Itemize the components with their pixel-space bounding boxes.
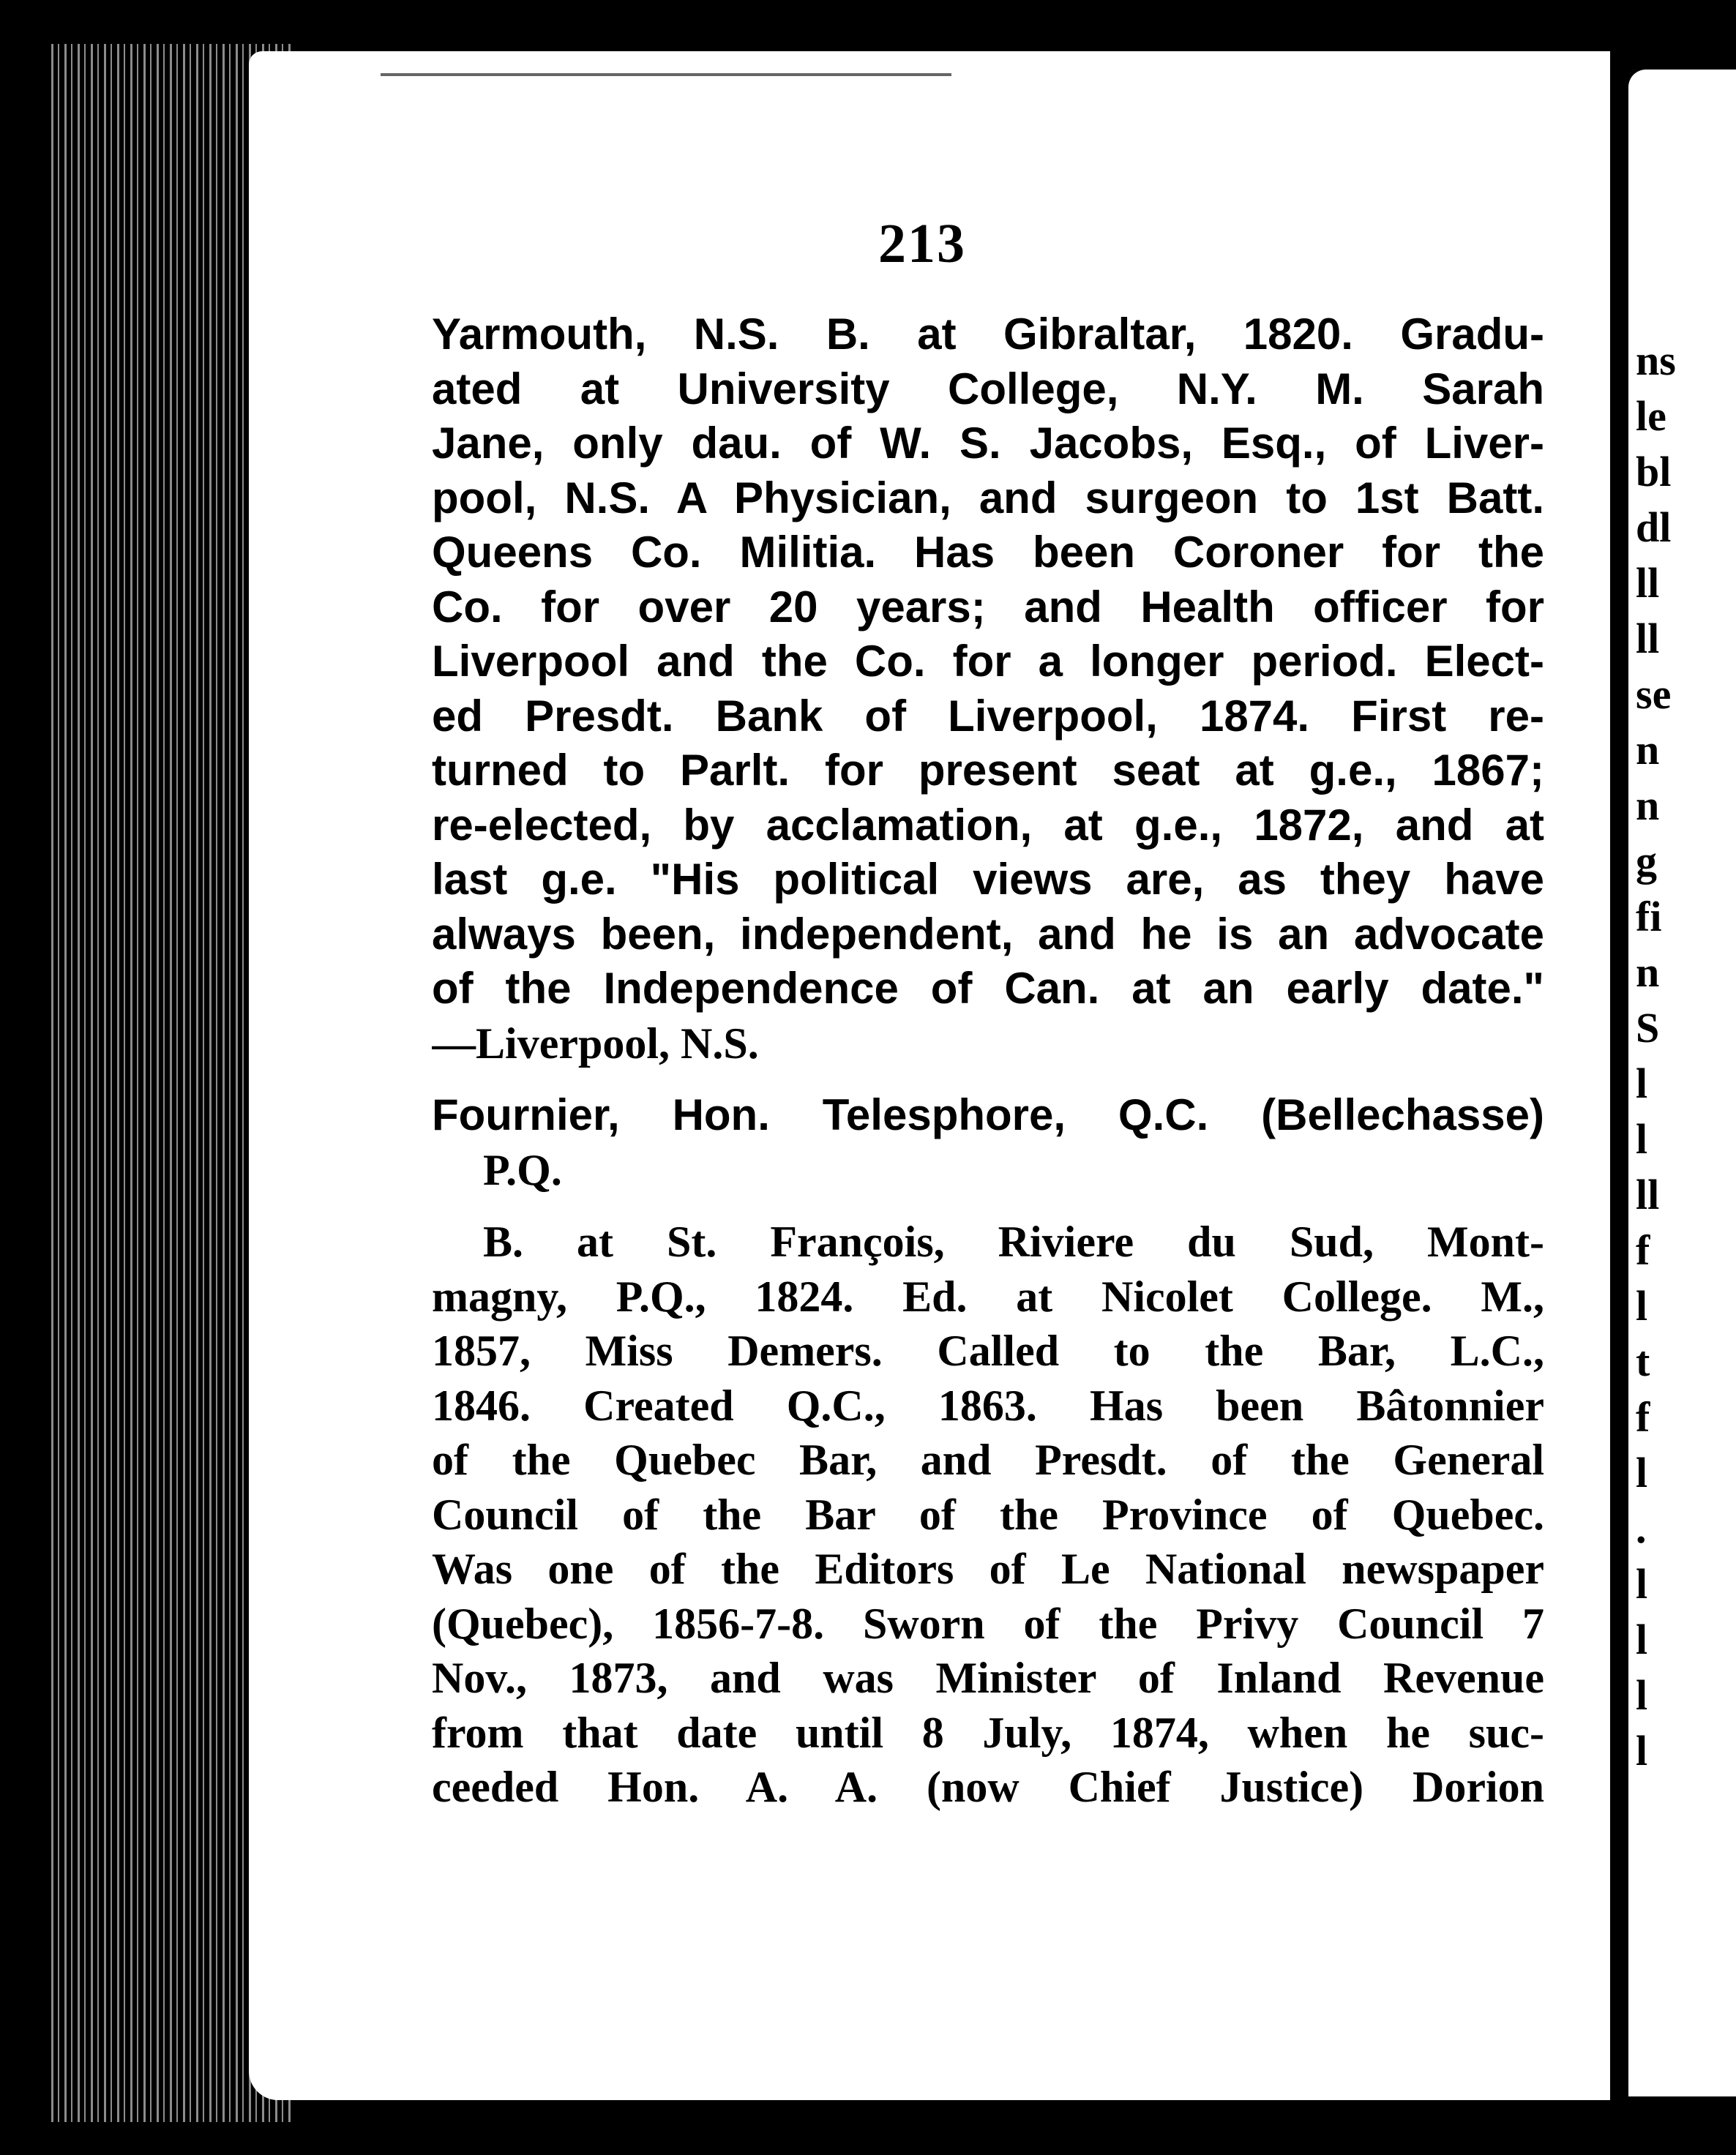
facing-fragment: ll bbox=[1636, 559, 1660, 607]
text-line: from that date until 8 July, 1874, when he suc- bbox=[432, 1708, 1544, 1757]
facing-fragment: f bbox=[1636, 1393, 1650, 1441]
text-line: last g.e. "His political views are, as they have bbox=[432, 855, 1544, 904]
text-line: magny, P.Q., 1824. Ed. at Nicolet College. M., bbox=[432, 1272, 1544, 1321]
text-line: ated at University College, N.Y. M. Sarah bbox=[432, 364, 1544, 413]
text-line: Jane, only dau. of W. S. Jacobs, Esq., of Liver- bbox=[432, 419, 1544, 468]
text-line: B. at St. François, Riviere du Sud, Mont- bbox=[483, 1218, 1544, 1266]
facing-fragment: dl bbox=[1636, 503, 1672, 551]
text-line: always been, independent, and he is an advocate bbox=[432, 909, 1544, 959]
facing-page-text-fragments bbox=[1636, 333, 1676, 1779]
scan-artifact-line bbox=[381, 73, 951, 76]
facing-page-edge bbox=[1628, 70, 1736, 2096]
facing-fragment: . bbox=[1636, 1504, 1647, 1552]
text-line: ed Presdt. Bank of Liverpool, 1874. First re- bbox=[432, 691, 1544, 741]
facing-fragment: l bbox=[1636, 1671, 1648, 1719]
text-line: re-elected, by acclamation, at g.e., 1872, and at bbox=[432, 800, 1544, 850]
text-line: 1846. Created Q.C., 1863. Has been Bâtonnier bbox=[432, 1381, 1544, 1430]
facing-fragment: ns bbox=[1636, 337, 1676, 384]
facing-fragment: l bbox=[1636, 1060, 1648, 1107]
text-line: of the Independence of Can. at an early date." bbox=[432, 964, 1544, 1013]
facing-fragment: fi bbox=[1636, 893, 1662, 940]
biography-text bbox=[432, 307, 1544, 1815]
facing-fragment: l bbox=[1636, 1560, 1648, 1608]
facing-fragment: l bbox=[1636, 1449, 1648, 1496]
text-line: Co. for over 20 years; and Health officer for bbox=[432, 582, 1544, 631]
facing-fragment: t bbox=[1636, 1338, 1650, 1385]
facing-fragment: l bbox=[1636, 1115, 1648, 1163]
text-line: of the Quebec Bar, and Presdt. of the General bbox=[432, 1436, 1544, 1484]
facing-fragment: S bbox=[1636, 1004, 1660, 1052]
text-line: Liverpool and the Co. for a longer period. Elect- bbox=[432, 637, 1544, 686]
facing-fragment: l bbox=[1636, 1282, 1648, 1330]
text-line: Nov., 1873, and was Minister of Inland Revenue bbox=[432, 1654, 1544, 1702]
text-line: (Quebec), 1856-7-8. Sworn of the Privy Council 7 bbox=[432, 1599, 1544, 1648]
facing-fragment: n bbox=[1636, 948, 1660, 996]
entry-heading: Fournier, Hon. Telesphore, Q.C. (Bellechasse) bbox=[432, 1090, 1544, 1139]
entry-heading-continued: P.Q. bbox=[483, 1145, 562, 1194]
text-line: turned to Parlt. for present seat at g.e., 1867; bbox=[432, 746, 1544, 795]
text-line: Queens Co. Militia. Has been Coroner for the bbox=[432, 528, 1544, 577]
text-line: Was one of the Editors of Le National newspaper bbox=[432, 1545, 1544, 1593]
page-number: 213 bbox=[878, 213, 966, 274]
text-line: Yarmouth, N.S. B. at Gibraltar, 1820. Gradu- bbox=[432, 310, 1544, 359]
text-line: Council of the Bar of the Province of Quebec. bbox=[432, 1490, 1544, 1539]
facing-fragment: ll bbox=[1636, 615, 1660, 662]
facing-fragment: l bbox=[1636, 1616, 1648, 1663]
facing-fragment: le bbox=[1636, 392, 1666, 440]
facing-fragment: f bbox=[1636, 1226, 1650, 1274]
facing-fragment: g bbox=[1636, 837, 1657, 885]
facing-fragment: n bbox=[1636, 726, 1660, 773]
facing-fragment: ll bbox=[1636, 1171, 1660, 1218]
text-line: 1857, Miss Demers. Called to the Bar, L.C., bbox=[432, 1327, 1544, 1375]
text-line: pool, N.S. A Physician, and surgeon to 1st Batt. bbox=[432, 473, 1544, 522]
facing-fragment: l bbox=[1636, 1727, 1648, 1774]
facing-fragment: n bbox=[1636, 782, 1660, 829]
facing-fragment: se bbox=[1636, 670, 1672, 718]
residence-line: —Liverpool, N.S. bbox=[432, 1019, 759, 1068]
text-line: ceeded Hon. A. A. (now Chief Justice) Dorion bbox=[432, 1763, 1544, 1811]
facing-fragment: bl bbox=[1636, 448, 1672, 495]
